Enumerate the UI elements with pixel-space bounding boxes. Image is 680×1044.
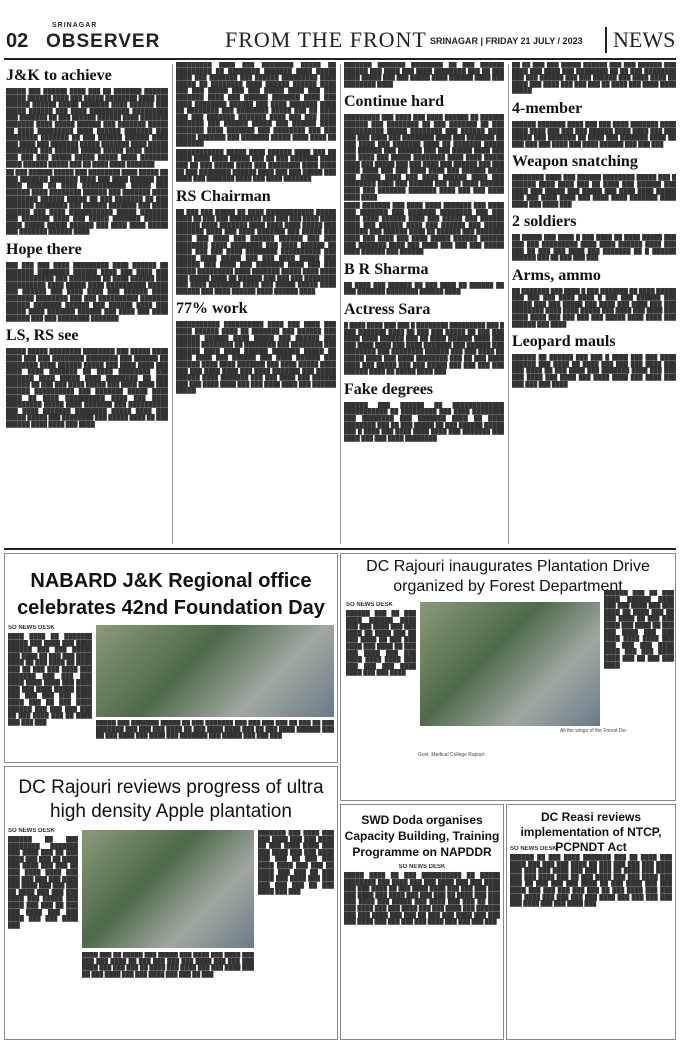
story-text [344,864,500,1036]
story-photo [82,830,254,948]
body-text: ███ ███ ███ ████ █████████ ████ ██████ ██ ███████ ████████ ██████ ████ ███ ████ ███ ████████████ ███ ████████ ██ ████ ██████ ███ ██████████ ████ █████ ████ ██████████ █████ ███ ██████ ███ ████ ████ ███ ██████ ████ ███████ ████████ ███ ███ ██████████ ███████ ██████ ███████ ██████ ███ ██████ ████ ███ █████ ████ ███████ ██████ ███ ████ ███ ████ ██████ ███ ███ ████████ ███████ [6,263,168,322]
column-2 [176,62,336,544]
body-text: ██████ ███ ██████ ██ █████████████ ███████████ ██ █████████ ███ ████ ████████ ███ ████████ ███ ███████ ████ ██ ████ ████████ ███ ██ ███ █████ ██ ███ ██████ █████ ███ █ ████ ███ ████ ████ ████ ███ ███████ ███ ████ ███ ███ ████ ████████ [344,402,504,442]
body-text: █████ ███ ███████ █████ ██ ███ ███████ ███ ███ ███ ███ ██ ███ ██ ███ ███████ ███ ███ ███ ████ ██ ███ ████ ████ ███ ██ ███ ████ ██████ ███ ██ ███ ████ ███ ████ ███ ███████ ███ █████ ███ ███ ███ [96,720,334,740]
masthead [0,0,680,58]
desk-byline: SO NEWS DESK [510,846,557,852]
column-divider [172,64,173,544]
body-text: ██ █████ ███ ████ █ ███ ████ ██ ████ █████ ███ ███ ███ █████████ ████ ████ ██████ ████ ███ ███ ██ ███ ███ ████ ███ ███████ ██ █ ██████ ██████ ███ ██ ███ ███ ███ [512,235,676,262]
headline: Weapon snatching [512,153,638,171]
story-text [96,720,334,762]
body-text: ███████████ ██████████ ████ ███ ████ ███ ████ ██████ ████ ██ ███████ ███ ██████ ███ ██████ ██████ ████ █████ ███ ██████ ███ ██████ ████████ ██ ████████ ███ ████████ ███ ██████ ████ ████ ██████ ███████ █████ ██ ████ ████ ███ ██████ ███ ████ ██████ ███ ██████ ████ ████ ███████ ███ ████ █████ ████ ███ ███ ████ ████ ███ ████ ███████ ███ █████ ██████ ████ ███████ ███ ███ ████ ███ ██████ ███ ███ ████ ████ ███ ███ ████ ████ ███ ██████ █████ [176,322,336,395]
body-text: ██████ ███ ██ ███ ████ ██████ ████ ███ ███ ████ ███ ███ ████ ██ ████ ███ ██ ███ ████ ██ ███ ███ ████ ███ ████ ██ ███ ███ ████ ███ ███ ████ ████ ████ ███ ███ ███ ███ ████ ████ ███ ███ ████ [346,611,416,677]
section-tag: NEWS [605,27,675,53]
page-number: 02 [6,30,29,52]
headline: J&K to achieve [6,67,112,84]
headline: RS Chairman [176,187,271,205]
headline: Leopard mauls [512,333,616,351]
body-text: ███████ ███ ████ ███ ███ ████ ███ ███ ████ ██ ███ ████ ████ ███ ███ ████ ███ ███ ████ ███ ███ ██ ███ ███ ████ ████ ███ ███ ██ ████ ███ ███ ██ ███ ████ ███ ████ ███ ███ ███ ███ ███ ██ ███ ████ ███ ███ [258,830,334,896]
body-text: ███████ ███████ ████████ ██ ███ ██████ ██████ ███ ████ ███ ████ ████████ ███ ██ ███ ████ █████ ███ ███ █████ ████ ██████ ████ ███ ████████ ████ [344,62,504,88]
body-text: █████ ████ ██ ███ ██████████ ██ █████ ████████ ███ ████ ███ ███ ████ ███ ███ ████ ███ ███ ████ ██ ███ ████ ████ ███ ███ ███ ███ ███ ████ ███ ████ ███ ███ ███ ██ ████ ███ ███ ███ ████ ███ █████ ███ ████ ███ ███ ██ ███ ███ ████ ███ ███ ████ ███ ███ ████ ███ ██████ ███ ███ ████ ███ ███ ██ ███ ███ ████ ███ ███ ███ ████ ███ ███ ███ ███ ████ ███ ███ ███ ███ [344,873,500,926]
top-rule [4,58,676,60]
column-divider [340,64,341,544]
story-text [346,602,416,748]
headline: 2 soldiers [512,213,577,231]
body-text: █████████ ████ ███ ████████ █████ ██ █████████ ██ ████████ ███████ ████ █████ ████ ███ ███████ ███ ██████ █████████ ████ █████ ██ ████████ ████ ██████ ██████ ████ ███ ███ █████ ███ ███ █████ ████ ███ ███ ███████ ████ ███ ██████ ███████ ████ ███ ████ ████████ ██████ ███ ████ ███████ ████ ██ ████████ ███ ████████ █████ ███ ██ ████ ███ ███ ███████ ███████ ████ ███ ███ ████ ███████ ███ ██████ █████ ███ ██████ ████ ███████ ████ ███████ ███ ████████ ███ ███ █████ ███████ ███ ███████ █████ ████ ████ ██ ███████ [176,62,336,148]
headline: B R Sharma [344,260,429,278]
story-photo [96,625,334,717]
headline: Actress Sara [344,301,431,319]
body-text: ████████████ █████ ████ ██████ ████ ███ ██ ████ ████ ████ █████ ███ ██ ███ ███████ ████ ███ ██ ███ █████ ████ ███ ████████ ████ ████ ██ ███ ████████ ██████ ████ ███ ███ █████ ███ ████ ███ ███████ ████ ███ ████ ███████ [176,149,336,183]
story-headline: DC Rajouri inaugurates Plantation Drive organized by Forest Department [366,558,650,595]
body-text: ████ ███████ ███ ████ ████ ███████ ███ ████ ███ ███████ ███ ███████ ████████ ███ ███ ████ ████ ██████ ████ ███ █████ ███ ██████ ████ ███ ██████ ████ ███ ██████ ███ █████ ██████ ███ ██████ ████ ██ ██████ ███ ███████ ████ ███ ████ ███ ████ █████ ██████ ██████ ███ ███████ ████ ███ ████ ███ ███ ███ █████ ████ ██████ ███ ██████ [344,203,504,256]
body-text: ████ ███ ██ █████ ███ █████ ███ ████ ███ ████ ███ ███ ███ ████ ██ ███ ███ ███ ███ ████ ███ ███ ███ ████ ███ ███ ███ ██ ████ ███ ████ ███ ███ ████ ███ ██ ███ ████ ███ ███ ████ ███ ███ ██ ███ [82,952,254,978]
story-headline: NABARD J&K Regional office celebrates 42nd Foundation Day [17,570,325,619]
logo: OBSERVER [46,31,161,52]
desk-byline: SO NEWS DESK [8,828,55,834]
section-title: FROM THE FRONT [225,27,427,52]
photo-caption: Govt. Medical College Rajouri. [418,752,486,758]
story-text [604,590,674,760]
body-text: █████ █████ ████████ ████████ ███ █████ ████ ████ ███ ███ ████████ ████████ ███ ██████ ██ ████████ ████ ██████ █████ ███ ████ ████ ███ ████ ████ ███████ ██ ████ ████████ ███ ███████ ████ █████ ████ ████████ ██ ███ ██████ ██ ███ ███ ████ █████ ███ ████ ████ ███ ██████ ██████████ ███ ███████ █████ ████ ████ ██ ████ ██████████ ████ ███ ████ █████████ █████ ████ ███████ ███ ██████████ ███ ████ ███████ ████████ █████ ████ ███ █████ █████ ███ ████████ ███ █████ ████ ██ ███ ██████ ████ ████ ███ ████ [6,349,168,428]
dateline: SRINAGAR | FRIDAY 21 JULY / 2023 [430,36,583,46]
body-text: █ ████ ████ ███ ███ █ ████████ █████████ ███ █ ███ ███████ ████ ██ ███ ███ █████ ██ ███ ███ ████ ████ ██████ ███ ██ ████ ██████ ████ ███ ███ ████ ████ ███ ████ ███████ ███ ██████ ███ ████████ ███ ████████ ██████ ███ ███ ████ ██ █████ ████ ███ ████ ████████ ███ ██ ███ ████ ████ ███ █████ ███ ███ █████ ███ ███ ███ ███ ██████ ████ ██ █████ ████ ███ [344,323,504,376]
story-text [82,952,254,1036]
headline: Continue hard [344,93,445,111]
story-text [8,625,92,761]
headline: LS, RS see [6,327,79,345]
column-3 [344,62,504,544]
headline: Hope there [6,241,82,259]
body-text: ██████ ██ ███ ████ ███████ ███ ██ ████ ███ ████ ███ ███ ███ ████ ██ ███ ███ ███ ███ ████ ███ ███ ███ ████ ███ ███ ███ ██ ████ ███ ████ ███ ███ ████ ███ ██ ███ ████ ███ ███ ████ ███ ███ ██ ███ ███ ███ ████ ██ ███ ████ ███ ███ ████ ███ ███ ███ ███ ███ ██ ███ ████ ███ ███ ███ ████ ███ ███ ███ ███ ████ ███ ███ ███ ███ ███ ████ ███ ███ ████ ███ [510,855,672,908]
story-photo [420,602,600,726]
headline: 4-member [512,99,583,117]
story-headline: DC Rajouri reviews progress of ultra high density Apple plantation [18,777,324,822]
headline: Arms, ammo [512,266,601,284]
story-text [510,846,672,1036]
body-text: ██ ███████ ███ ████ █ ███ ███████ ██ ████ █████ ███ ███ ███ ████ ████ █ ███ ███ ██████ ███ █████ ███ ███ █████ ███ ████ ███ ████ ███ ███ ████████ ████ ████ █████ ███ ████ ███ ████ ███ ████ ████ ███ ███ ███ ███ █████ ████ ████ ███ ██████ ███ ████ [512,288,676,328]
body-text: ██████ ██ ██████ ███ ███ █ ████ ███ ███ ████ ██████ ███ ████ ██ ████ ███ ███ ███ ████ ███ ███ ████ ██ ███ ████ ███ ███████ ████ ███ ███ ███ ████ ███ ████ ███ ████ ████ ███ ████ ███ ███ ███ ███ ████ [512,355,676,388]
body-text: ██ ████ ███ ██████ ██ ███ ████ ██ ██████ ██ ███ ███████ ████████ ██████ ████ [344,282,504,296]
body-text: ████████ ████ ███ ██████ ████████ █████ ███ █ ██████ ████ ████ ███ ██ ████ ███ ██████ ███ ████ ███ █████ ███ █████ ███ ████ ████ █████ ███ ███ ████ ████ ███ ████ ████ ███████ ████ ████ ███ ████ ███ [512,175,676,208]
story-text [8,828,78,1036]
desk-byline: SO NEWS DESK [8,625,55,631]
column-1 [6,62,168,544]
story-headline: SWD Doda organises Capacity Building, Training Programme on NAPDDR [344,813,500,859]
headline: Fake degrees [344,380,434,398]
logo-small: SRINAGAR [52,22,98,29]
column-4 [512,62,676,544]
body-text: ██ ███ ███ █████ ██ ████ ████████████ █████ ████ ██ ███ ███ ████████ ███ ███ ███ ████ ████ ██████ ████ ███████ ████ ████ ████ █████ ███ ███████ ████ ███ ████ ███████ ███ █████ ███ ████ ███ ████ ███ ██████ ██████ ███ ███ ████████ ████ ████████ ███ ████ ██████ ██ ████ ███ ███ ████ ████████ ██████████ ███ █████ ████ █████ ███ ███ ████ █████ ███ ██████ ███ ████ ███ ███████ ████ ███ ███ █████ █████████ ████ ███████ █████ ████ ████ ███ █████ ████ ██ ██████ ███ ███ ███ ████████ ███ ████ ████████ ████ ███ █████ █████ ████ ██████ ███ ████ ██████ ████ ██████ ████ [176,209,336,295]
body-text: ██ ██ ███ ███ █████ ██████ ███ ███ ██████ ███ ████ ███ ████ ███ ████████ ██ ██ ███ ████████ ███ ███ ██████ ███ ███ ██████ ███ ████ ████ ██ ████ ███ ████ ███ ███ ███ ██ ████ ███ ████ ████ █████ [512,62,676,95]
body-text: █████████ ███ ████ ███ ████ ██████ ██ ██████ ██████ ███ ████████ ██ ███ ███████ ██ ███ ██████████ █████ ████████ ███ ██████ ████ ███ ███ ████ ███ ████████ ████ ███ ███████ ██ ███ ████ ███ ███████ ████ ██ ███████ █████ ███ ██████ ███ ██████ ███ ███ █████ ████ ███ ███ ████ ███ █████ ████████ ████ ████ █████ ████ ███ █████ ███ ███ ████ ███ ██████ ███ ███ ████ ████ ███ ███ ████ ████ ███ ██████ ████ ███ █████ ████ ███ ████ ██████ ████ ███ ████████ ████ ███ ██████ ███ ███ ████ ██████ ████ ███ ███████ ███████ ████ ███ ███ ████ ████ ████ [344,115,504,201]
body-text: ██████ ██ ███ ████████ ███████ ███ ████ ███ ██ ███ ████ ███ ███ ██ ████ ███ ████ ███ ███ ██ ███ ████ ████ ███ ███ ███ ███ ███ ████ ███ ████ ███ ███ ███ ██ ████ ███ ███ ███ ████ ███ █████ ███ ████ ███ ███ ██ ███ ███ ████ ███ ███ ████ ███ ███ ████ ███ [8,837,78,929]
desk-byline: SO NEWS DESK [398,864,446,870]
body-text: ██ ███ ██████ █████ ███ ████████ ████ █████ ██ ███ ███████ ███████ ████ ███ ████ ██████ ███ ████ ████ ██ ████ ███████████ █████ ███ ██████ ████ ████████ ██████ ███ ███████ ████ ████████ ██████ █████ ██ ███ ███████ ██ ███ ███████ ████████ ███ ██████ ███████ ███ ████ ██████ ███ ████ ███████████ █████ ███████ ███ ███████ ████ ███ █████ ███████ ██████ ████ █████ █████ ██████ ███ ████ ████ █████ ███ ███████ ██████ ████ [6,170,168,236]
desk-byline: SO NEWS DESK [346,602,393,608]
body-text: ██████ ███████ ████ ███ ███ ████ ███████ ████ ████ ████ ███ ███ ███ ██████ ████ ████ ███ ███ █████ ███ ███████ ██ ████ ███ ███████ ████ ██ ███ ███ ███ ████ ███ ████ ██████ ███ ███ ███ [512,121,676,148]
body-text: █████ ███ ██████ ████ ███ ██ ███████ ██████ █████ ██████ ████ ███ █████ ████████ ████ ███ ██████ ██████ █████ ███████ ████ ██████ ███ █████ ██████ ███ ████ ██████████ █████████ ███ ███████ ██ ███ ██████ ██████ ████ ███████ ███████ ████ █████ ██████ ███ ███████ █████ ██ ████ █████████ ████ ██████ ███████ ███ ████████ ███████ ██ ███ ██████ ██████ ████ ███ ████ ███ ███████ █████ ███████ ████ █████ ████████ ███ ██████ █████ █████ ████ ██████ ███ ███ ███ █████ █████ █████ ████ ███████ ████ ██████ █████ ███ ██ ████ ████ ███████ [6,89,168,168]
body-text: ██████ ███ ██ ███ ████ ██████ ████ ███ ███ ████ ███ ███ ████ ██ ████ ███ ██ ███ ████ ██ ███ ███ ████ ███ ████ ██ ███ ███ ████ ███ ███ ████ ████ ████ ███ ███ ███ ███ ████ ████ ███ ███ ████ ████ ███ ██ ███ ███ ████ [604,590,674,669]
story-text [258,830,334,1036]
headline: 77% work [176,300,248,318]
column-divider [508,64,509,544]
section-rule [4,548,676,550]
photo-caption: All the wings of the Forest De- [560,728,627,734]
body-text: ████ ████ ██ ███████ █████ ███ ████ ███ ████ ██████ ███ ███ █████ ███ ████ ██ ███ ███ ████ ████ ██ ███ ████ ██ ████ ███ ██ ███ ███ ████ ███ ███████ ███ ███ ███ ████ ████ ████ ███ ████ ███ ███ ████ █████ ████ ███ ███ ███ ███ ████ ████ ███ ██ ███ ████ ██████ ███ ███ ███ ███ ██ ███ ████ ███ ██ ████ ███ ███ ███ [8,634,92,726]
story-headline: DC Reasi reviews implementation of NTCP, PCPNDT Act [520,810,662,854]
